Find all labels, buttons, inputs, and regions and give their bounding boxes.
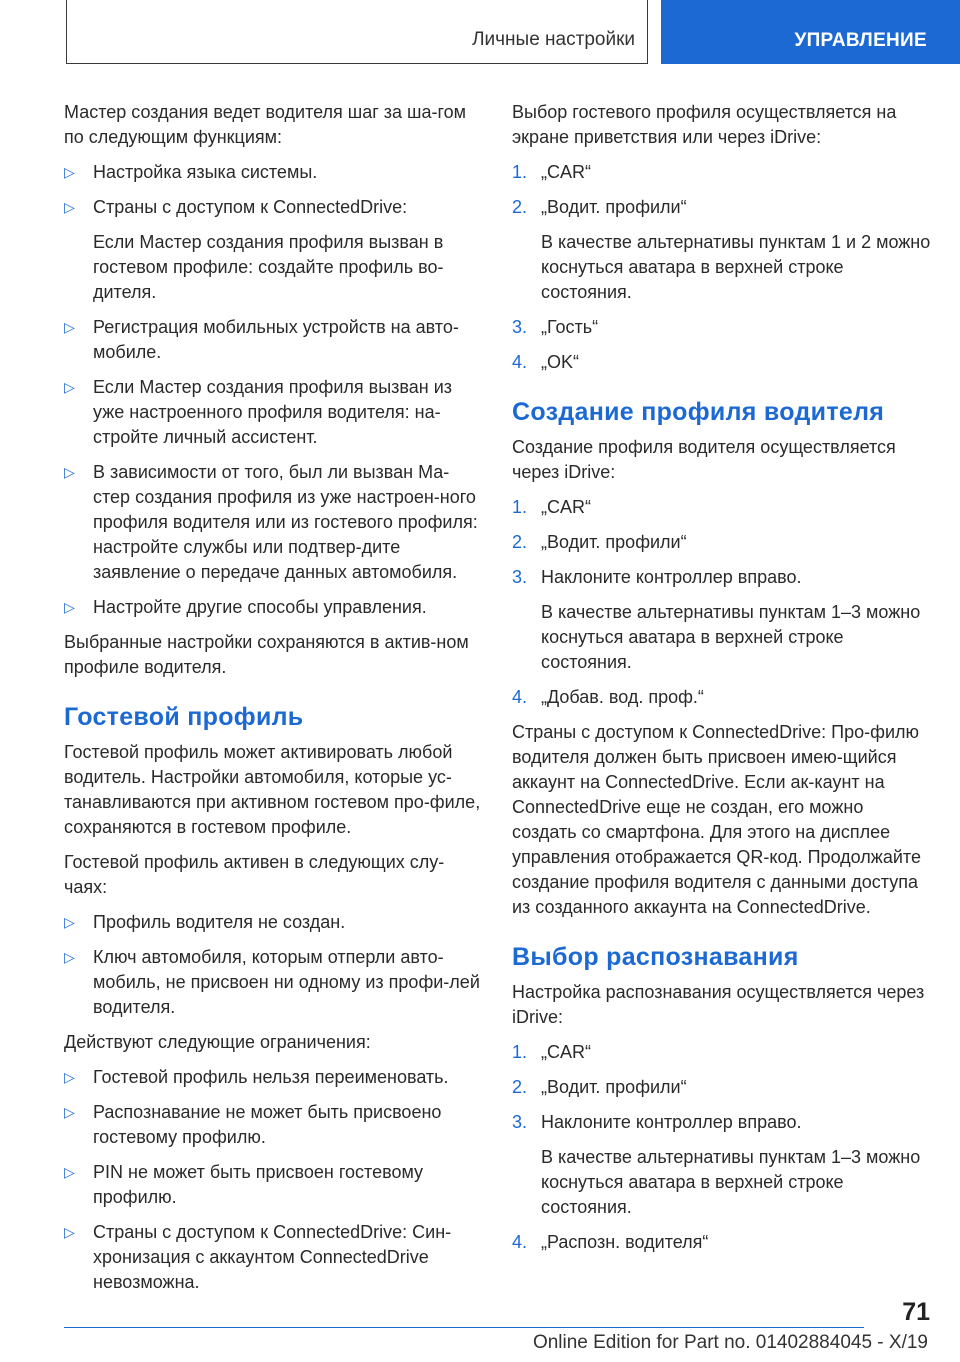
step-number: 1. (512, 1042, 528, 1062)
step-number: 2. (512, 197, 528, 217)
step-number: 3. (512, 567, 528, 587)
step-item: 1. „CAR“ (512, 1040, 932, 1065)
list-item: ▷ PIN не может быть присвоен гостевому профилю. (64, 1162, 424, 1207)
guest-select-intro: Выбор гостевого профиля осуществляется на экране приветствия или через iDrive: (512, 102, 897, 147)
step-item: 3. Наклоните контроллер вправо. В качестве альтернативы пунктам 1–3 можно коснуться аватара в верхней строке состояния. (512, 567, 921, 672)
step-item: 4. „Распозн. водителя“ (512, 1230, 932, 1255)
list-item: ▷ Профиль водителя не создан. (64, 910, 484, 935)
step-number: 2. (512, 1077, 528, 1097)
step-item: 1. „CAR“ (512, 495, 932, 520)
step-number: 3. (512, 317, 528, 337)
edition-text: Online Edition for Part no. 01402884045 - X/19 (532, 1332, 928, 1353)
bullet-triangle-icon: ▷ (64, 599, 75, 615)
bullet-triangle-icon: ▷ (64, 914, 75, 930)
connecteddrive-note: Страны с доступом к ConnectedDrive: Про-филю водителя должен быть присвоен имею-щийся аккаунт на ConnectedDrive. Если ак-каунт на ConnectedDrive еще не создан, его можно создать со смартфона. Для этого на дисплее управления отображается QR-код. Продолжайте создание профиля водителя с данными доступа из созданного аккаунта на ConnectedDrive. (512, 722, 921, 917)
step-number: 2. (512, 532, 528, 552)
step-number: 4. (512, 352, 528, 372)
list-item: ▷ В зависимости от того, был ли вызван Ма-стер создания профиля из уже настроен-ного профиля водителя или из гостевого профиля: настройте службы или подтвер-дите заявление о передаче данных автомобиля. (64, 462, 478, 582)
list-item: ▷ Настройте другие способы управления. (64, 595, 484, 620)
section-tab (66, 0, 648, 64)
left-column (64, 100, 484, 1305)
step-number: 4. (512, 687, 528, 707)
restrictions-intro: Действуют следующие ограничения: (64, 1032, 371, 1052)
guest-profile-cases-intro: Гостевой профиль активен в следующих слу-чаях: (64, 852, 445, 897)
step-item: 4. „Добав. вод. проф.“ (512, 685, 932, 710)
step-number: 1. (512, 162, 528, 182)
bullet-triangle-icon: ▷ (64, 949, 75, 965)
step-item: 1. „CAR“ (512, 160, 932, 185)
recognition-heading: Выбор распознавания (512, 943, 799, 971)
bullet-triangle-icon: ▷ (64, 1069, 75, 1085)
create-profile-heading: Создание профиля водителя (512, 398, 885, 426)
list-item: ▷ Страны с доступом к ConnectedDrive: Син-хронизация с аккаунтом ConnectedDrive невозможна. (64, 1222, 452, 1292)
bullet-triangle-icon: ▷ (64, 1104, 75, 1120)
step-item: 3. Наклоните контроллер вправо. В качестве альтернативы пунктам 1–3 можно коснуться аватара в верхней строке состояния. (512, 1112, 921, 1217)
bullet-triangle-icon: ▷ (64, 199, 75, 215)
list-item: ▷ Настройка языка системы. (64, 160, 484, 185)
list-item: ▷ Распознавание не может быть присвоено гостевому профилю. (64, 1102, 442, 1147)
page-number: 71 (902, 1298, 930, 1326)
footer (64, 1332, 928, 1354)
step-item: 2. „Водит. профили“ (512, 530, 932, 555)
section-title: Личные настройки (472, 29, 635, 50)
list-item: ▷ Ключ автомобиля, которым отперли авто-мобиль, не присвоен ни одному из профи-лей водителя. (64, 947, 480, 1017)
create-profile-intro: Создание профиля водителя осуществляется через iDrive: (512, 437, 896, 482)
list-item: ▷ Если Мастер создания профиля вызван из уже настроенного профиля водителя: на-стройте личный ассистент. (64, 377, 453, 447)
step-item: 2. „Водит. профили“ В качестве альтернативы пунктам 1 и 2 можно коснуться аватара в верхней строке состояния. (512, 197, 931, 302)
list-item: ▷ Гостевой профиль нельзя переименовать. (64, 1065, 484, 1090)
list-item: ▷ Страны с доступом к ConnectedDrive: Если Мастер создания профиля вызван в гостевом профиле: создайте профиль во-дителя. (64, 197, 444, 302)
guest-profile-heading: Гостевой профиль (64, 703, 304, 731)
chapter-tab (661, 0, 960, 64)
step-item: 3. „Гость“ (512, 315, 932, 340)
bullet-triangle-icon: ▷ (64, 1224, 75, 1240)
step-number: 3. (512, 1112, 528, 1132)
bullet-triangle-icon: ▷ (64, 379, 75, 395)
wizard-intro: Мастер создания ведет водителя шаг за ша-гом по следующим функциям: (64, 102, 467, 147)
bullet-triangle-icon: ▷ (64, 464, 75, 480)
step-number: 4. (512, 1232, 528, 1252)
step-number: 1. (512, 497, 528, 517)
chapter-title: УПРАВЛЕНИЕ (794, 30, 927, 51)
footer-rule (64, 1327, 864, 1328)
bullet-triangle-icon: ▷ (64, 1164, 75, 1180)
right-column (512, 100, 932, 1265)
bullet-triangle-icon: ▷ (64, 319, 75, 335)
guest-profile-text: Гостевой профиль может активировать любой водитель. Настройки автомобиля, которые ус-танавливаются при активном гостевом про-филе, сохраняются в гостевом профиле. (64, 742, 481, 837)
bullet-triangle-icon: ▷ (64, 164, 75, 180)
step-item: 2. „Водит. профили“ (512, 1075, 932, 1100)
recognition-intro: Настройка распознавания осуществляется через iDrive: (512, 982, 925, 1027)
step-item: 4. „OK“ (512, 350, 932, 375)
saved-settings-note: Выбранные настройки сохраняются в актив-ном профиле водителя. (64, 632, 469, 677)
list-item: ▷ Регистрация мобильных устройств на авто-мобиле. (64, 317, 459, 362)
